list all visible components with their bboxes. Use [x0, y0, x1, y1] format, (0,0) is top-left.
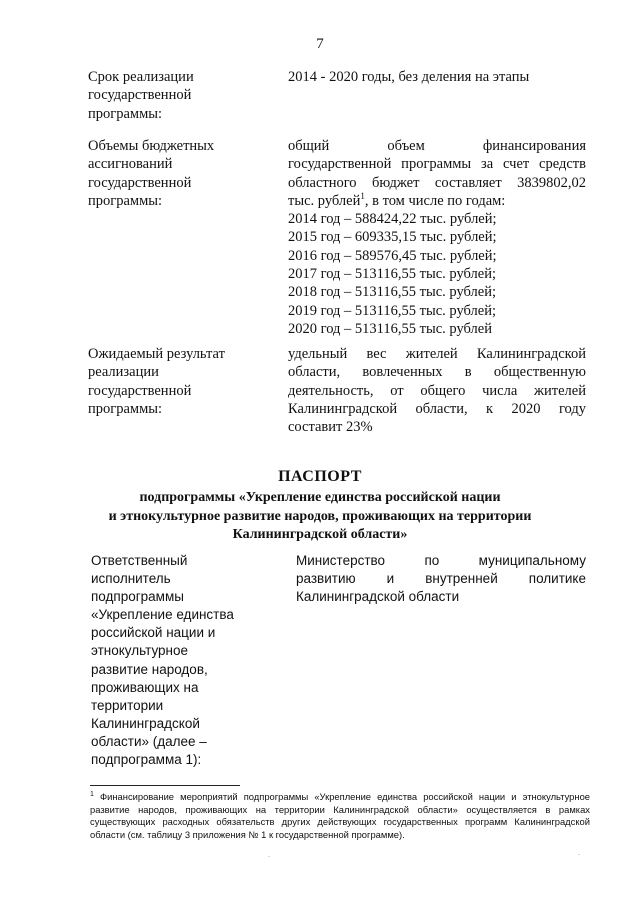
- value-line: областного бюджет составляет 3839802,02: [288, 174, 586, 191]
- value-line: удельный вес жителей Калининградской: [288, 346, 586, 362]
- label-line: проживающих на: [91, 679, 199, 695]
- footnote-divider: [90, 785, 240, 786]
- year-line: 2020 год – 513116,55 тыс. рублей: [288, 320, 492, 337]
- result-value: [288, 345, 586, 436]
- executor-value: [296, 552, 586, 606]
- label-line: области» (далее –: [91, 733, 207, 749]
- label-line: ассигнований: [88, 156, 173, 173]
- term-value: [288, 68, 586, 86]
- label-line: подпрограммы: [91, 589, 184, 605]
- label-line: государственной: [88, 174, 192, 191]
- result-label: [88, 345, 278, 418]
- value-line: общий объем финансирования: [288, 138, 586, 154]
- value-line: [288, 192, 586, 210]
- year-line: 2015 год – 609335,15 тыс. рублей;: [288, 229, 497, 246]
- footnote: [90, 791, 590, 841]
- passport-subtitle: [60, 489, 580, 545]
- passport-title: ПАСПОРТ: [278, 468, 362, 485]
- subtitle-line: подпрограммы «Укрепление единства российской нации: [139, 490, 501, 505]
- value-line: государственной программы за счет средств: [288, 156, 586, 173]
- year-line: 2016 год – 589576,45 тыс. рублей;: [288, 247, 497, 264]
- value-line: Калининградской области: [296, 589, 460, 605]
- label-line: программы:: [88, 400, 163, 417]
- year-line: 2019 год – 513116,55 тыс. рублей;: [288, 302, 496, 319]
- value-text: , в том числе по годам:: [364, 192, 506, 209]
- value-line: Министерство по муниципальному: [296, 553, 586, 568]
- executor-label: [91, 552, 261, 769]
- year-line: 2014 год – 588424,22 тыс. рублей;: [288, 211, 497, 228]
- label-line: «Укрепление единства: [91, 607, 234, 623]
- value-text: тыс. рублей: [288, 192, 361, 209]
- label-line: государственной: [88, 382, 192, 399]
- label-line: российской нации и: [91, 625, 216, 641]
- value-line: Калининградской области, к 2020 году: [288, 400, 586, 417]
- value-line: 2014 - 2020 годы, без деления на этапы: [288, 69, 530, 85]
- term-label: [88, 68, 278, 123]
- value-line: области, вовлеченных в общественную: [288, 364, 586, 381]
- year-line: 2017 год – 513116,55 тыс. рублей;: [288, 266, 496, 283]
- value-line: составит 23%: [288, 419, 373, 436]
- label-line: Ожидаемый результат: [88, 346, 225, 362]
- subtitle-line: и этнокультурное развитие народов, проживающих на территории: [108, 508, 532, 524]
- label-line: этнокультурное: [91, 643, 189, 659]
- label-line: программы:: [88, 105, 163, 122]
- scan-mark: .: [578, 848, 580, 857]
- footnote-number: 1: [90, 790, 94, 798]
- label-line: подпрограмма 1):: [91, 752, 202, 768]
- footnote-ref: 1: [360, 191, 365, 202]
- scan-mark: .: [268, 850, 270, 859]
- label-line: Ответственный: [91, 553, 188, 568]
- value-line: деятельность, от общего числа жителей: [288, 382, 586, 399]
- label-line: Срок реализации: [88, 69, 194, 85]
- year-line: 2018 год – 513116,55 тыс. рублей;: [288, 284, 496, 301]
- label-line: развитие народов,: [91, 661, 208, 677]
- value-line: развитию и внутренней политике: [296, 571, 586, 587]
- label-line: программы:: [88, 192, 163, 209]
- page-number: 7: [316, 36, 324, 52]
- label-line: Объемы бюджетных: [88, 138, 215, 154]
- budget-label: [88, 137, 278, 210]
- label-line: государственной: [88, 87, 192, 104]
- label-line: реализации: [88, 364, 159, 381]
- label-line: территории: [91, 697, 164, 713]
- subtitle-line: Калининградской области»: [232, 527, 408, 542]
- label-line: исполнитель: [91, 571, 171, 587]
- label-line: Калининградской: [91, 715, 200, 731]
- footnote-text: Финансирование мероприятий подпрограммы «Укрепление единства российской нации и этнокультурное развитие народов, проживающих на территории Калининградской области» осуществляется в рамках существующих расходных обязательств других действующих государственных программ Калининградской области (см. таблицу 3 приложения № 1 к государственной программе).: [90, 791, 590, 840]
- budget-value: [288, 137, 586, 338]
